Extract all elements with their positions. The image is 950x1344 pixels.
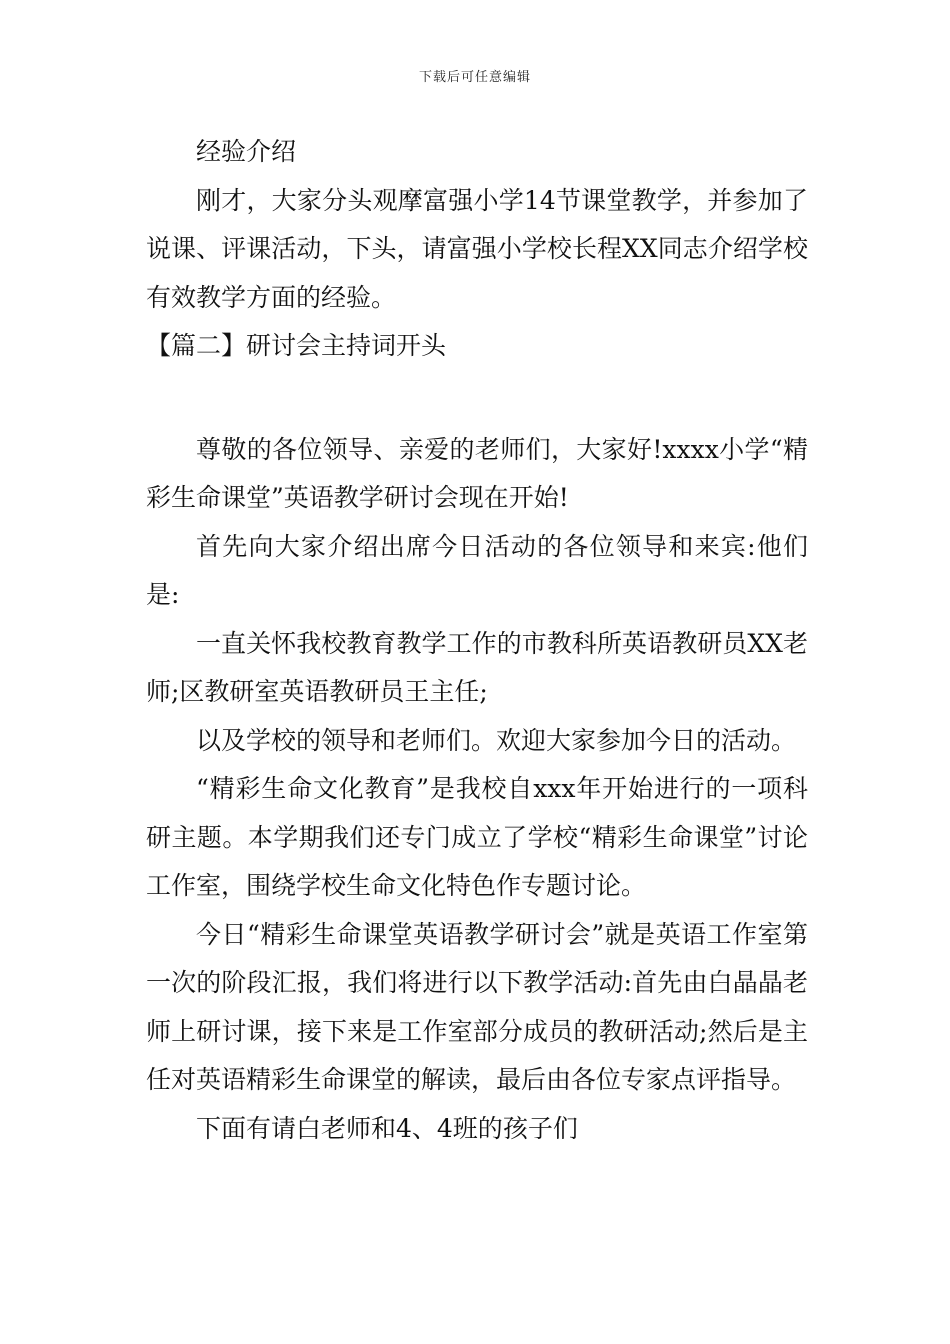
section-heading: 【篇二】研讨会主持词开头 <box>146 331 447 360</box>
paragraph: 尊敬的各位领导、亲爱的老师们，大家好!xxxx小学“精彩生命课堂”英语教学研讨会现在开始! <box>146 434 808 512</box>
paragraph: 以及学校的领导和老师们。欢迎大家参加今日的活动。 <box>196 725 797 755</box>
paragraph: “精彩生命文化教育”是我校自xxx年开始进行的一项科研主题。本学期我们还专门成立了学校“精彩生命课堂”讨论工作室，围绕学校生命文化特色作专题讨论。 <box>146 774 808 900</box>
document-body <box>146 128 808 1153</box>
paragraph: 今日“精彩生命课堂英语教学研讨会”就是英语工作室第一次的阶段汇报，我们将进行以下教学活动:首先由白晶晶老师上研讨课，接下来是工作室部分成员的教研活动;然后是主任对英语精彩生命课堂的解读，最后由各位专家点评指导。 <box>146 919 808 1094</box>
page-header: 下载后可任意编辑 <box>418 70 531 85</box>
paragraph: 下面有请白老师和4、4班的孩子们 <box>196 1113 578 1143</box>
paragraph: 首先向大家介绍出席今日活动的各位领导和来宾:他们是: <box>146 531 808 609</box>
blank-line <box>146 371 808 426</box>
section-title: 经验介绍 <box>196 137 297 166</box>
paragraph: 一直关怀我校教育教学工作的市教科所英语教研员XX老师;区教研室英语教研员王主任; <box>146 628 808 706</box>
paragraph: 刚才，大家分头观摩富强小学14节课堂教学，并参加了说课、评课活动，下头，请富强小学校长程XX同志介绍学校有效教学方面的经验。 <box>146 185 808 312</box>
